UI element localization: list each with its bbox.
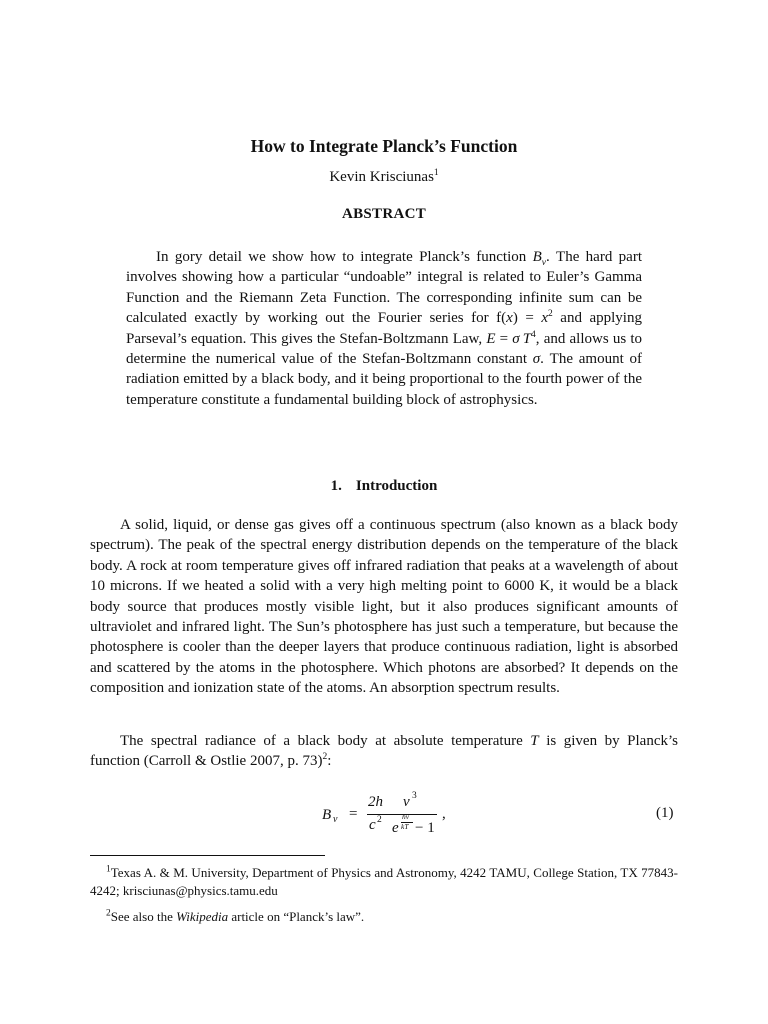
eq-lhs-subscript: ν <box>333 814 338 825</box>
eq-den-e: e <box>392 820 399 836</box>
abstract-text-part: ) = <box>512 310 542 327</box>
math-symbol: x <box>506 310 513 327</box>
math-symbol: T <box>530 733 539 749</box>
author-line <box>0 169 768 186</box>
section-heading <box>0 478 768 495</box>
eq-fraction-bar-2 <box>391 814 437 815</box>
equation-number: (1) <box>656 805 674 821</box>
footnote-1-text: Texas A. & M. University, Department of Physics and Astronomy, 4242 TAMU, College Station, TX 77843-4242; krisciunas@physics.tamu.edu <box>90 865 678 898</box>
math-subscript: ν <box>541 258 546 268</box>
math-superscript: 4 <box>531 329 536 340</box>
eq-exp-den: kT <box>401 822 409 831</box>
eq-num-2h: 2h <box>368 794 383 810</box>
footnote-mark: 2 <box>322 752 328 763</box>
abstract-text-part: . The amount of radiation emitted by a black body, and it being proportional to the fourth power of the temperature constitute a fundamental building block of astrophysics. <box>126 351 643 408</box>
eq-lhs-B: B <box>322 807 332 823</box>
eq-num-nu: ν <box>403 794 410 810</box>
math-symbol: x <box>541 310 549 327</box>
abstract-text-part: . The hard part involves showing how a particular “undoable” integral is related to Euler’s Gamma Function and the Riemann Zeta Function. The corresponding infinite sum can be calculated exactly by working out the Fourier series for f( <box>126 249 642 327</box>
footnote-1-mark: 1 <box>106 864 111 875</box>
eq-num-nu-exp: 3 <box>412 791 417 801</box>
math-symbol: σ <box>532 351 541 368</box>
author-footnote-mark: 1 <box>433 168 439 178</box>
math-operator: = <box>495 330 513 347</box>
eq-den-c-exp: 2 <box>377 815 382 825</box>
abstract-text-part: and applying Parseval’s equation. This gives the Stefan-Boltzmann Law, <box>126 310 642 347</box>
section-title: Introduction <box>355 478 438 494</box>
math-symbol: B <box>532 249 542 265</box>
paragraph-2-text: The spectral radiance of a black body at absolute temperature <box>120 733 531 749</box>
footnote-rule <box>90 855 325 856</box>
abstract-text <box>126 247 642 410</box>
math-symbol: T <box>522 330 532 347</box>
planck-equation <box>316 792 466 840</box>
footnote-2-italic: Wikipedia <box>176 909 229 924</box>
abstract-heading: ABSTRACT <box>341 206 427 222</box>
eq-minus-one: − 1 <box>415 820 435 836</box>
math-symbol: σ <box>512 330 520 347</box>
section-number: 1. <box>330 478 342 494</box>
paper-title: How to Integrate Planck’s Function <box>250 136 518 156</box>
abstract-text-part: In gory detail we show how to integrate Planck’s function <box>156 249 533 265</box>
math-superscript: 2 <box>548 309 553 320</box>
eq-trailing-comma: , <box>442 806 446 822</box>
abstract-text-part: , and allows us to determine the numerical value of the Stefan-Boltzmann constant <box>126 330 643 368</box>
eq-equals: = <box>349 806 358 822</box>
author-name: Kevin Krisciunas <box>329 169 434 185</box>
footnote-2-prefix: See also the <box>110 909 177 924</box>
math-symbol: E <box>486 330 496 347</box>
footnote-2-mark: 2 <box>106 908 111 919</box>
eq-exp-num: hν <box>402 812 410 821</box>
footnote-2-suffix: article on “Planck’s law”. <box>228 909 365 924</box>
paragraph-1: A solid, liquid, or dense gas gives off a continuous spectrum (also known as a black body spectrum). The peak of the spectral energy distribution depends on the temperature of the black body. A rock at room temperature gives off infrared radiation that peaks at a wavelength of about 10 microns. If we heated a solid with a very high melting point to 6000 K, it would be a black body source that produces mostly visible light, but it also produces significant amounts of ultraviolet and infrared light. The Sun’s photosphere has just such a temperature, but because the photosphere is cooler than the deeper layers that produce continuous radiation, light is absorbed and scattered by the atoms in the photosphere. Which photons are absorbed? It depends on the composition and ionization state of the atoms. An absorption spectrum results. <box>90 517 678 697</box>
paragraph-2-text: : <box>327 753 332 770</box>
footnote-1 <box>90 864 678 900</box>
paragraph-2 <box>90 731 678 772</box>
footnote-2 <box>90 908 678 926</box>
eq-den-c: c <box>369 817 376 833</box>
paragraph-2-text: is given by Planck’s function (Carroll & Ostlie 2007, p. 73) <box>90 733 678 770</box>
